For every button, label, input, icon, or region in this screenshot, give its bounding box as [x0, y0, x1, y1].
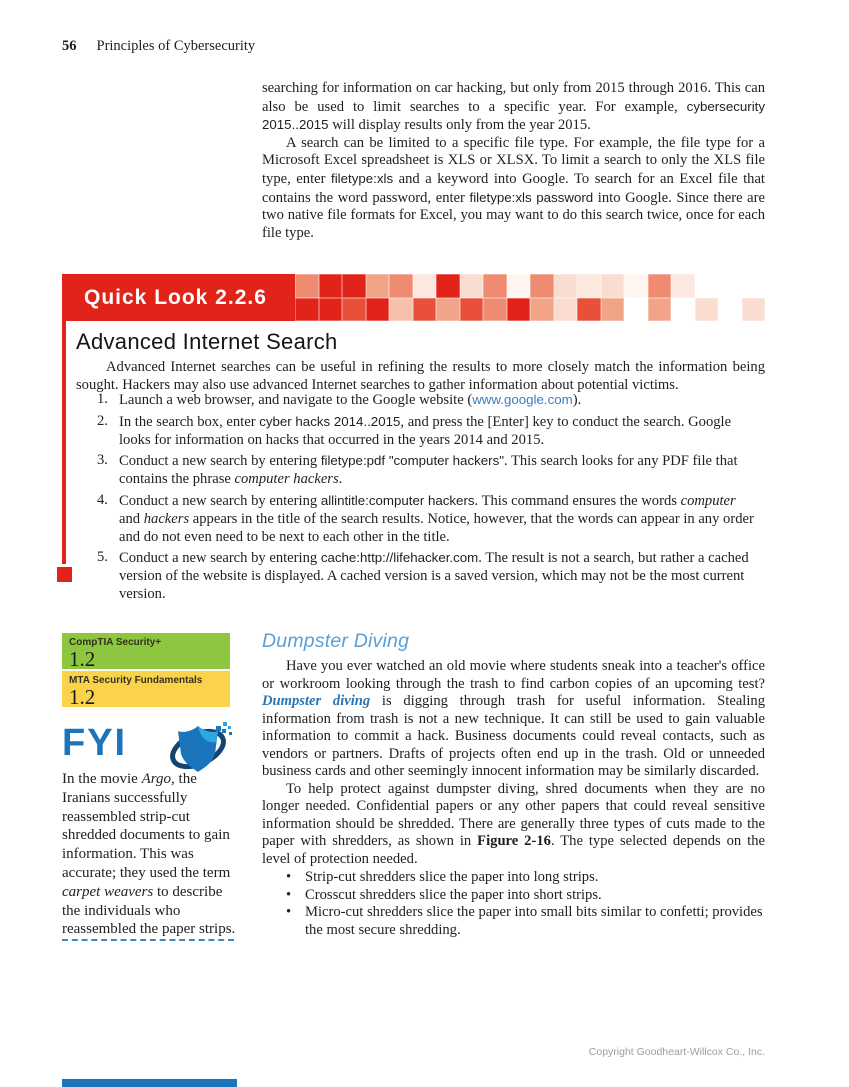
- text-segment: . The result is not a search, but rather a cached version of the website is displayed. A cached version is a saved version, which may not be the most current version.: [119, 550, 749, 602]
- text-segment: filetype:xls password: [469, 189, 594, 205]
- mosaic-cell: [507, 298, 531, 322]
- text-segment: .: [338, 471, 343, 488]
- paragraph: [262, 781, 765, 869]
- book-title: Principles of Cybersecurity: [96, 38, 256, 54]
- certification-number: 1.2: [69, 647, 96, 671]
- list-item: [262, 887, 765, 905]
- text-segment: hackers: [143, 510, 190, 527]
- body-text-column: [262, 658, 765, 939]
- mosaic-cell: [648, 274, 672, 298]
- text-segment: , the Iranians successfully reassembled strip-cut shredded documents to gain information. This was accurate; they used the term: [62, 771, 231, 881]
- page-number: 56: [62, 38, 77, 54]
- text-segment: cache:http://lifehacker.com: [320, 550, 479, 566]
- list-item: [262, 869, 765, 887]
- step-number: 2.: [97, 412, 108, 429]
- bullet-list: [262, 869, 765, 939]
- mosaic-cell: [624, 298, 648, 322]
- quick-look-rule: [62, 321, 66, 564]
- mosaic-cell: [436, 274, 460, 298]
- text-segment: ).: [572, 392, 582, 408]
- mosaic-cell: [530, 274, 554, 298]
- mosaic-cell: [460, 298, 484, 322]
- quick-look-end-square: [57, 567, 72, 582]
- mosaic-cell: [319, 274, 343, 298]
- mosaic-cell: [577, 298, 601, 322]
- text-segment: Argo: [141, 771, 172, 787]
- text-segment: A search can be limited to a specific file type. For example, the file type for a Microsoft Excel spreadsheet is XLS or XLSX. To limit a search to only the XLS file type, enter: [262, 134, 765, 187]
- copyright-notice: Copyright Goodheart-Willcox Co., Inc.: [588, 1046, 765, 1058]
- text-segment: appears in the title of the search results. Notice, however, that the words can appear in any order and do not even need to be next to each other in the title.: [119, 510, 754, 545]
- bullet-text: • Crosscut shredders slice the paper into short strips.: [305, 886, 602, 903]
- list-item: [97, 492, 758, 546]
- quick-look-banner: [62, 274, 746, 321]
- mosaic-row-bottom: [295, 298, 765, 322]
- mosaic-cell: [319, 298, 343, 322]
- mosaic-row-top: [295, 274, 765, 298]
- banner-mosaic: [295, 274, 765, 321]
- mosaic-cell: [413, 274, 437, 298]
- mosaic-cell: [295, 274, 319, 298]
- mosaic-cell: [695, 298, 719, 322]
- text-segment: carpet weavers: [62, 883, 154, 900]
- shield-globe-icon: [168, 720, 234, 774]
- list-item: [97, 549, 758, 603]
- mosaic-cell: [624, 274, 648, 298]
- fyi-logo: FYI: [62, 722, 128, 764]
- bullet-text: • Micro-cut shredders slice the paper into small bits similar to confetti; provides the most secure shredding.: [305, 904, 763, 938]
- text-segment: In the search box, enter: [119, 413, 260, 430]
- quick-look-label: Quick Look 2.2.6: [84, 286, 267, 309]
- mosaic-cell: [671, 274, 695, 298]
- mosaic-cell: [718, 274, 742, 298]
- text-segment: To help protect against dumpster diving, shred documents when they are no longer needed. Confidential papers or any other papers that could reveal sensitive information should be shredded. There are generally three types of cuts made to the paper with shredders, as shown in: [262, 780, 765, 849]
- certification-number: 1.2: [69, 685, 96, 709]
- text-segment: into Google. Since there are two native file formats for Excel, you may want to do this search twice, once for each file type.: [262, 189, 765, 241]
- mosaic-cell: [601, 274, 625, 298]
- text-segment: Dumpster diving: [262, 693, 371, 709]
- text-segment: searching for information on car hacking, but only from 2015 through 2016. This can also be used to limit searches to a specific year. For example,: [262, 80, 765, 115]
- quick-look-steps: [97, 391, 758, 607]
- certification-badge-mta: [62, 671, 230, 707]
- step-number: 4.: [97, 491, 108, 508]
- mosaic-cell: [483, 298, 507, 322]
- step-text: [119, 413, 758, 450]
- text-segment: cybersecurity 2015..2015: [262, 98, 765, 133]
- step-text: [119, 452, 758, 489]
- paragraph: [262, 80, 765, 135]
- text-segment: and a keyword into Google. To search for an Excel file that contains the word password, enter: [262, 170, 765, 206]
- body-text-column: [262, 80, 765, 242]
- text-segment: computer: [680, 492, 736, 509]
- mosaic-cell: [366, 274, 390, 298]
- text-segment: computer hackers: [234, 471, 339, 488]
- text-segment: is digging through trash for useful information. Stealing information from trash is not a new technique. It can still be used to gain valuable information to commit a hack. Business documents could reveal contacts, such as vendors or partners. Drafts of projects often end up in the trash. Old or unneeded business cards and other seemingly innocent information may be similarly discarded.: [262, 693, 766, 779]
- mosaic-cell: [507, 274, 531, 298]
- certification-name: MTA Security Fundamentals: [69, 675, 203, 686]
- mosaic-cell: [483, 274, 507, 298]
- mosaic-cell: [554, 298, 578, 322]
- mosaic-cell: [601, 298, 625, 322]
- certification-name: CompTIA Security+: [69, 637, 162, 648]
- mosaic-cell: [366, 298, 390, 322]
- mosaic-cell: [718, 298, 742, 322]
- text-segment: Conduct a new search by entering: [119, 550, 321, 567]
- mosaic-cell: [695, 274, 719, 298]
- paragraph: [262, 135, 765, 243]
- text-segment: filetype:xls: [331, 170, 394, 186]
- step-text: [119, 492, 758, 546]
- mosaic-cell: [530, 298, 554, 322]
- fyi-text: [62, 770, 238, 939]
- text-segment: cyber hacks 2014..2015: [259, 413, 401, 429]
- inline-link[interactable]: www.google.com: [472, 392, 573, 407]
- step-number: 1.: [97, 391, 108, 407]
- quick-look-intro: Advanced Internet searches can be useful in refining the results to more closely match the information being sought. Hackers may also use advanced Internet searches to gather information about potential victims.: [76, 359, 765, 393]
- text-segment: and: [119, 510, 144, 527]
- text-segment: allintitle:computer hackers: [320, 492, 475, 508]
- mosaic-cell: [342, 298, 366, 322]
- mosaic-cell: [436, 298, 460, 322]
- text-segment: Conduct a new search by entering: [119, 492, 321, 509]
- mosaic-cell: [460, 274, 484, 298]
- text-segment: , and press the [Enter] key to conduct the search. Google looks for information on hacks that occurred in the years 2014 and 2015.: [119, 413, 732, 448]
- mosaic-cell: [389, 274, 413, 298]
- step-number: 3.: [97, 452, 108, 469]
- running-head: [62, 38, 255, 55]
- mosaic-cell: [577, 274, 601, 298]
- mosaic-cell: [554, 274, 578, 298]
- text-segment: filetype:pdf "computer hackers": [320, 453, 504, 469]
- step-text: [119, 549, 758, 603]
- text-segment: . This command ensures the words: [474, 492, 681, 509]
- quick-look-title: Advanced Internet Search: [76, 329, 338, 354]
- mosaic-cell: [742, 298, 766, 322]
- text-segment: Have you ever watched an old movie where students sneak into a teacher's office or workroom looking through the trash to find carbon copies of an upcoming test?: [262, 658, 765, 692]
- paragraph: [262, 658, 765, 781]
- text-segment: Launch a web browser, and navigate to the Google website (: [119, 392, 473, 408]
- list-item: [262, 904, 765, 939]
- text-segment: . The type selected depends on the level of protection needed.: [262, 833, 765, 867]
- step-number: 5.: [97, 549, 108, 566]
- section-heading: Dumpster Diving: [262, 630, 410, 652]
- list-item: [97, 413, 758, 450]
- mosaic-cell: [413, 298, 437, 322]
- bullet-text: • Strip-cut shredders slice the paper into long strips.: [305, 869, 599, 885]
- text-segment: Figure 2-16: [477, 833, 551, 849]
- mosaic-cell: [295, 298, 319, 322]
- fyi-dashed-divider: [62, 939, 234, 941]
- text-segment: to describe the individuals who reassembled the paper strips.: [62, 883, 236, 938]
- footer-accent-bar: [62, 1079, 237, 1087]
- list-item: [97, 391, 758, 410]
- text-segment: will display results only from the year 2015.: [328, 117, 591, 134]
- step-text: [119, 391, 758, 410]
- certification-badge-comptia: [62, 633, 230, 669]
- text-segment: . This search looks for any PDF file that contains the phrase: [119, 453, 738, 488]
- list-item: [97, 452, 758, 489]
- mosaic-cell: [671, 298, 695, 322]
- text-segment: Conduct a new search by entering: [119, 453, 321, 470]
- mosaic-cell: [648, 298, 672, 322]
- mosaic-cell: [342, 274, 366, 298]
- mosaic-cell: [389, 298, 413, 322]
- text-segment: In the movie: [62, 771, 142, 787]
